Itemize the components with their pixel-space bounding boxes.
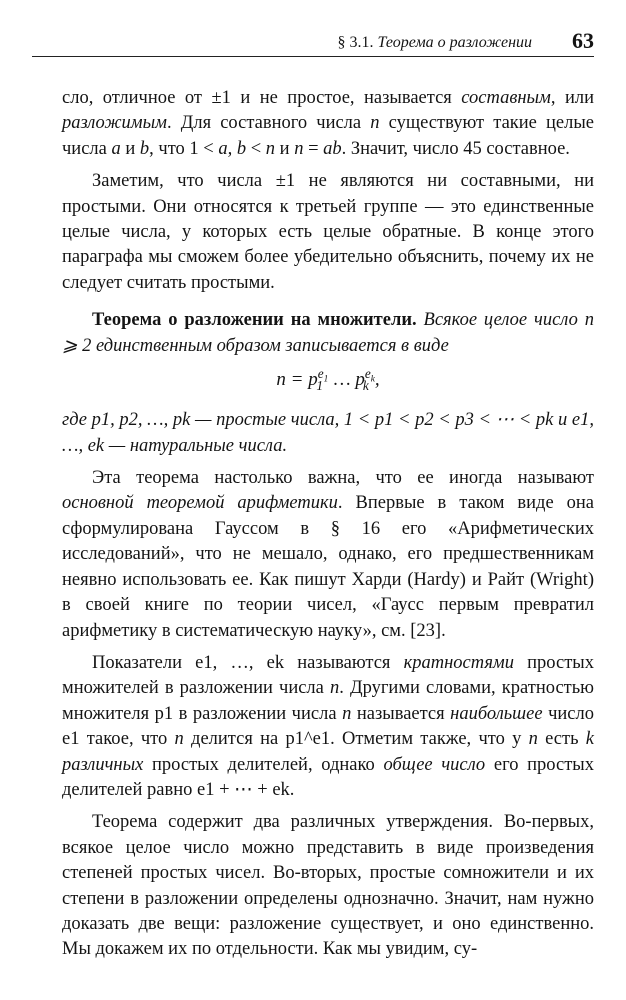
text-run: сло, отличное от ±1 и не простое, называется bbox=[62, 88, 462, 108]
paragraph-2: Заметим, что числа ±1 не являются ни составными, ни простыми. Они относятся к третьей группе — это единственные целые числа, у которых есть целые обратные. В конце этого параграфа мы сможем более убедительно объяснить, почему их не следует считать простыми. bbox=[62, 171, 594, 293]
page-body bbox=[62, 86, 594, 963]
section-number: § 3.1. bbox=[337, 34, 374, 51]
term-decomposable: разложимым bbox=[62, 113, 167, 134]
formula-part: 1 bbox=[316, 377, 323, 393]
paragraph-1 bbox=[62, 86, 594, 162]
math-var: n bbox=[342, 703, 352, 724]
term-distinct: различных bbox=[62, 754, 144, 775]
formula-part: … p bbox=[328, 369, 365, 391]
math-var: n bbox=[294, 138, 304, 159]
text-run: его простых делителей равно e1 + ⋯ + ek. bbox=[62, 754, 594, 800]
paragraph-4 bbox=[62, 651, 594, 803]
text-run: простых множителей в разложении числа bbox=[62, 652, 594, 699]
paragraph-5: Теорема содержит два различных утверждения. Во-первых, всякое целое число можно представить в виде произведения степеней простых чисел. Во-вторых, простые сомножители и их степени в разложении определены однозначно. Значит, нам нужно доказать две вещи: разложение существует, и оно единственно. Мы докажем их по отдельности. Как мы увидим, су- bbox=[62, 812, 594, 960]
term-multiplicities: кратностями bbox=[403, 652, 514, 673]
text-run: Показатели e1, …, ek называются bbox=[92, 652, 404, 673]
text-run: < bbox=[246, 138, 266, 159]
term-composite: составным bbox=[461, 88, 551, 108]
text-run: делится на p1^e1. Отметим также, что у bbox=[183, 729, 529, 750]
text-run: называется bbox=[351, 703, 451, 724]
term-largest: наибольшее bbox=[450, 703, 543, 724]
math-var: n bbox=[265, 138, 276, 159]
running-head bbox=[338, 34, 532, 52]
paragraph-3 bbox=[62, 466, 594, 644]
factorization-formula bbox=[62, 367, 594, 398]
term-total-number: общее число bbox=[383, 754, 486, 775]
formula-part: e bbox=[364, 365, 371, 381]
text-run: . Для составного числа bbox=[166, 113, 371, 134]
text-run: существуют такие целые числа bbox=[62, 113, 594, 159]
formula-part: e bbox=[317, 365, 324, 381]
math-var: ab bbox=[323, 138, 342, 159]
formula-part: , bbox=[374, 369, 380, 391]
math-var: b bbox=[139, 138, 150, 159]
formula-part: n = p bbox=[276, 369, 318, 391]
theorem-statement: Всякое целое число n ⩾ 2 единственным образом записывается в виде bbox=[62, 310, 594, 356]
math-var: n bbox=[329, 678, 340, 699]
theorem-title: Теорема о разложении на множители. bbox=[92, 310, 417, 331]
formula-part: k bbox=[362, 377, 369, 393]
theorem-conditions: где p1, p2, …, pk — простые числа, 1 < p1 < p2 < p3 < ⋯ < pk и e1, …, ek — натуральные числа. bbox=[62, 410, 594, 456]
text-run: есть bbox=[537, 729, 586, 750]
text-run: . Другими словами, кратностью множителя p1 в разложении числа bbox=[62, 678, 594, 724]
math-var: n bbox=[528, 729, 538, 750]
text-run: = bbox=[303, 138, 324, 159]
term-fundamental-theorem: основной теоремой арифметики bbox=[62, 493, 338, 514]
section-title: Теорема о разложении bbox=[377, 34, 532, 51]
math-var: k bbox=[585, 729, 595, 750]
page-number: 63 bbox=[572, 28, 594, 53]
formula-part: k bbox=[370, 374, 375, 385]
text-run: . Значит, число 45 составное. bbox=[341, 138, 570, 159]
text-run: , или bbox=[550, 88, 594, 108]
text-run: и bbox=[120, 138, 140, 159]
math-var: n bbox=[370, 113, 380, 134]
text-run: простых делителей, однако bbox=[143, 754, 384, 775]
text-run: , что 1 < bbox=[149, 138, 219, 159]
text-run: Эта теорема настолько важна, что ее иногда называют bbox=[92, 468, 594, 489]
text-run: . Впервые в таком виде она сформулирована Гауссом в § 16 его «Арифметических исследований», что не мешало, однако, его предшественникам неявно использовать ее. Как пишут Харди (Hardy) и Райт (Wright) в своей книге по теории чисел, «Гаусс первым превратил арифметику в систематическую науку», см. [23]. bbox=[62, 493, 595, 641]
math-var: a bbox=[111, 138, 121, 159]
theorem bbox=[62, 308, 594, 359]
page-header bbox=[32, 28, 594, 57]
text-run: и bbox=[275, 138, 295, 159]
math-var: a, b bbox=[218, 138, 247, 159]
math-var: n bbox=[174, 729, 184, 750]
text-run: число e1 такое, что bbox=[62, 703, 594, 750]
formula-part: 1 bbox=[323, 374, 329, 385]
